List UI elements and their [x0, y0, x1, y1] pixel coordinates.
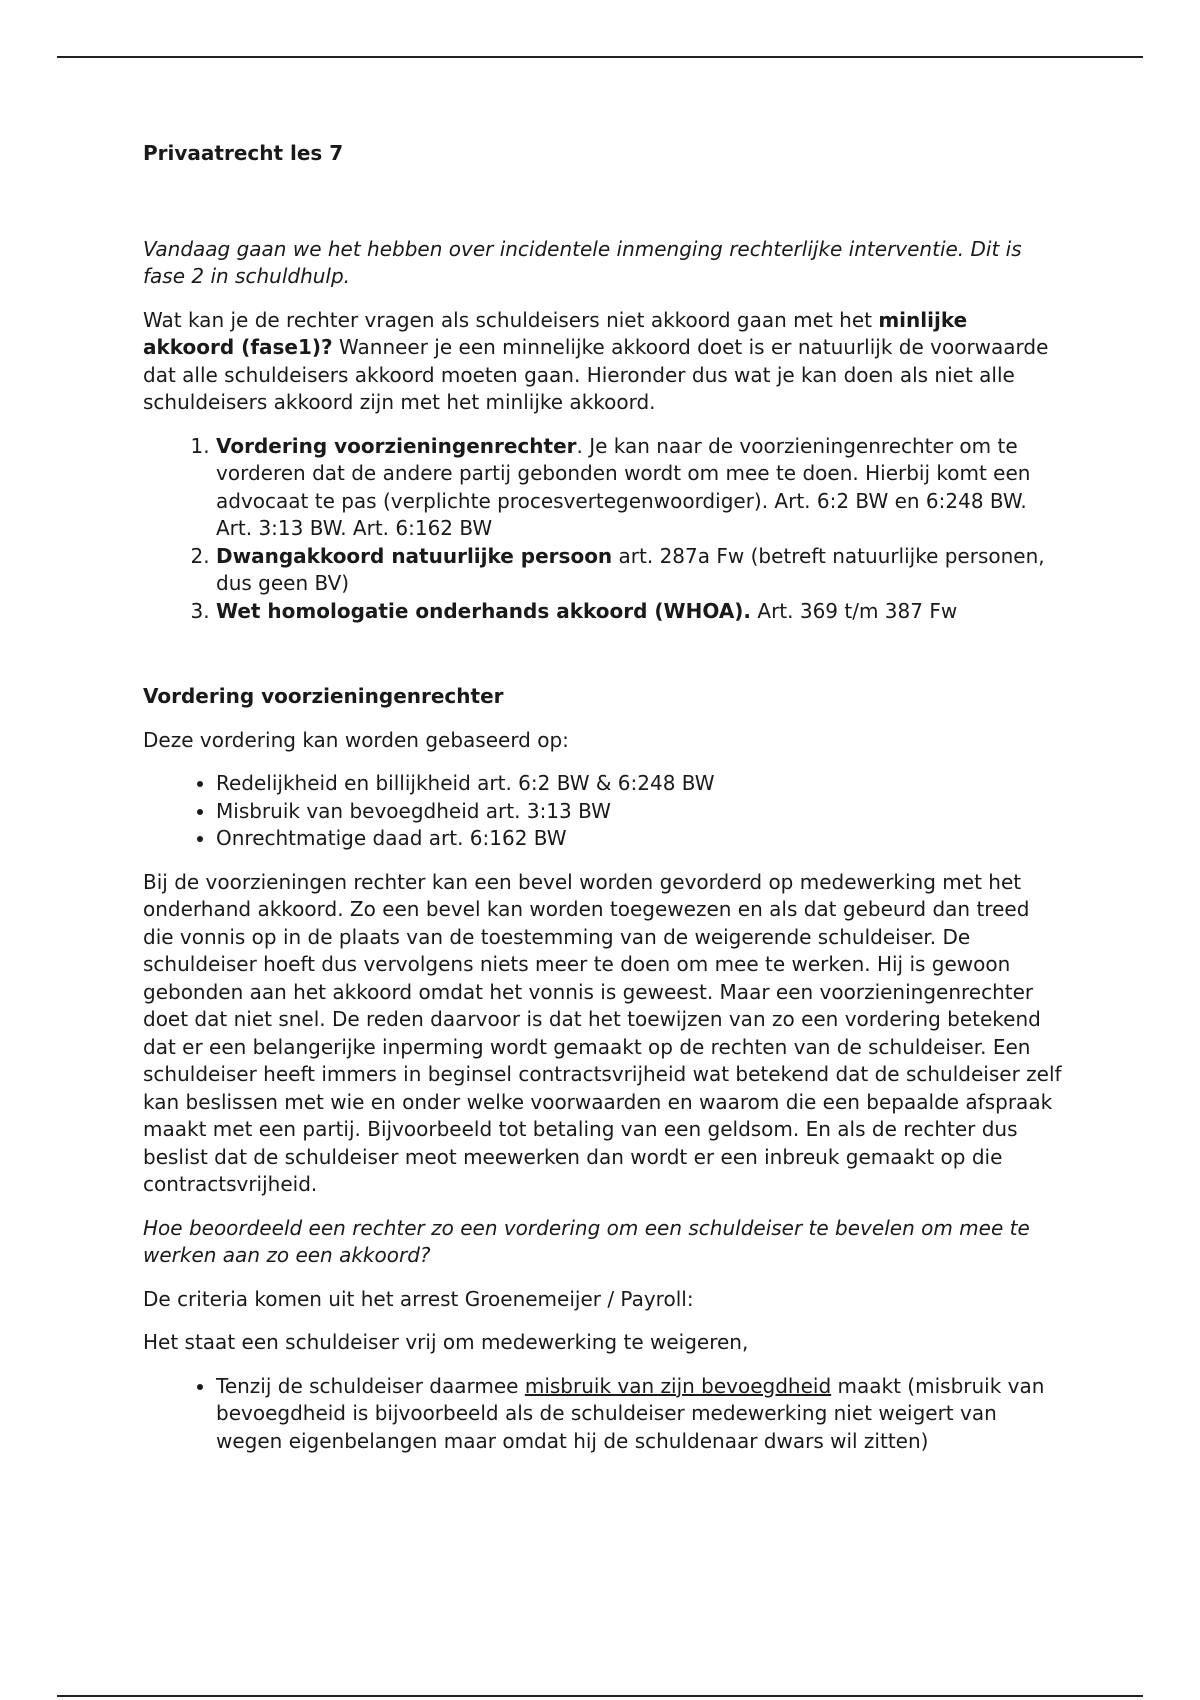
basis-bullet-list — [143, 770, 1063, 853]
list-item-bold: Wet homologatie onderhands akkoord (WHOA). — [216, 598, 752, 623]
list-item: • Onrechtmatige daad art. 6:162 BW — [216, 825, 1063, 853]
list-item-text: . Je kan naar de voorzieningenrechter om te vorderen dat de andere partij gebonden wordt om mee te doen. Hierbij komt een advocaat te pas (verplichte procesvertegenwoordiger). Art. 6:2 BW en 6:248 BW. Art. 3:13 BW. Art. 6:162 BW — [216, 433, 1031, 540]
list-item-text: Art. 369 t/m 387 Fw — [751, 598, 958, 623]
akkoord-text-b: Wanneer je een minnelijke akkoord doet is er natuurlijk de voorwaarde dat alle schuldeisers akkoord moeten gaan. Hieronder dus wat je kan doen als niet alle schuldeisers akkoord zijn met het minlijke akkoord. — [143, 335, 1049, 414]
intro-paragraph: Vandaag gaan we het hebben over incidentele inmenging rechterlijke interventie. Dit is fase 2 in schuldhulp. — [143, 236, 1022, 288]
list-item — [216, 543, 1063, 598]
akkoord-bold: minlijke akkoord (fase1)? — [143, 307, 968, 359]
list-item — [216, 433, 1063, 543]
options-numbered-list — [143, 433, 1063, 626]
list-item — [216, 598, 1063, 626]
question-paragraph: Hoe beoordeeld een rechter zo een vordering om een schuldeiser te bevelen om mee te werken aan zo een akkoord? — [143, 1215, 1030, 1267]
document-body — [143, 140, 1063, 1471]
basis-intro: Deze vordering kan worden gebaseerd op: — [143, 727, 569, 752]
list-item — [216, 1373, 1063, 1456]
akkoord-text-a: Wat kan je de rechter vragen als schuldeisers niet akkoord gaan met het — [143, 307, 879, 332]
condition-bullet-list — [143, 1373, 1063, 1456]
list-item: • Misbruik van bevoegdheid art. 3:13 BW — [216, 798, 1063, 826]
condition-underline: misbruik van zijn bevoegdheid — [524, 1373, 832, 1398]
section-heading: Vordering voorzieningenrechter — [143, 684, 504, 708]
akkoord-paragraph — [143, 307, 1063, 417]
list-item-bold: Vordering voorzieningenrechter — [216, 433, 577, 458]
free-line: Het staat een schuldeiser vrij om medewerking te weigeren, — [143, 1330, 749, 1354]
page-title: Privaatrecht les 7 — [143, 141, 344, 165]
header-rule — [57, 56, 1143, 58]
footer-rule — [57, 1695, 1143, 1697]
condition-text-a: Tenzij de schuldeiser daarmee — [216, 1373, 525, 1398]
criteria-line: De criteria komen uit het arrest Groenemeijer / Payroll: — [143, 1286, 694, 1311]
list-item-text: art. 287a Fw (betreft natuurlijke personen, dus geen BV) — [216, 543, 1045, 595]
list-item-bold: Dwangakkoord natuurlijke persoon — [216, 543, 613, 568]
list-item: • Redelijkheid en billijkheid art. 6:2 BW & 6:248 BW — [216, 770, 1063, 798]
explanation-paragraph: Bij de voorzieningen rechter kan een bevel worden gevorderd op medewerking met het onderhand akkoord. Zo een bevel kan worden toegewezen en als dat gebeurd dan treed die vonnis op in de plaats van de toestemming van de weigerende schuldeiser. De schuldeiser hoeft dus vervolgens niets meer te doen om mee te werken. Hij is gewoon gebonden aan het akkoord omdat het vonnis is geweest. Maar een voorzieningenrechter doet dat niet snel. De reden daarvoor is dat het toewijzen van zo een vordering betekend dat er een belangerijke inperming wordt gemaakt op de rechten van de schuldeiser. Een schuldeiser heeft immers in beginsel contractsvrijheid wat betekend dat de schuldeiser zelf kan beslissen met wie en onder welke voorwaarden en waarom die een bepaalde afspraak maakt met een partij. Bijvoorbeeld tot betaling van een geldsom. En als de rechter dus beslist dat de schuldeiser meot meewerken dan wordt er een inbreuk gemaakt op die contractsvrijheid. — [143, 869, 1062, 1196]
condition-text-b: maakt (misbruik van bevoegdheid is bijvoorbeeld als de schuldeiser medewerking niet weigert van wegen eigenbelangen maar omdat hij de schuldenaar dwars wil zitten) — [216, 1373, 1045, 1453]
